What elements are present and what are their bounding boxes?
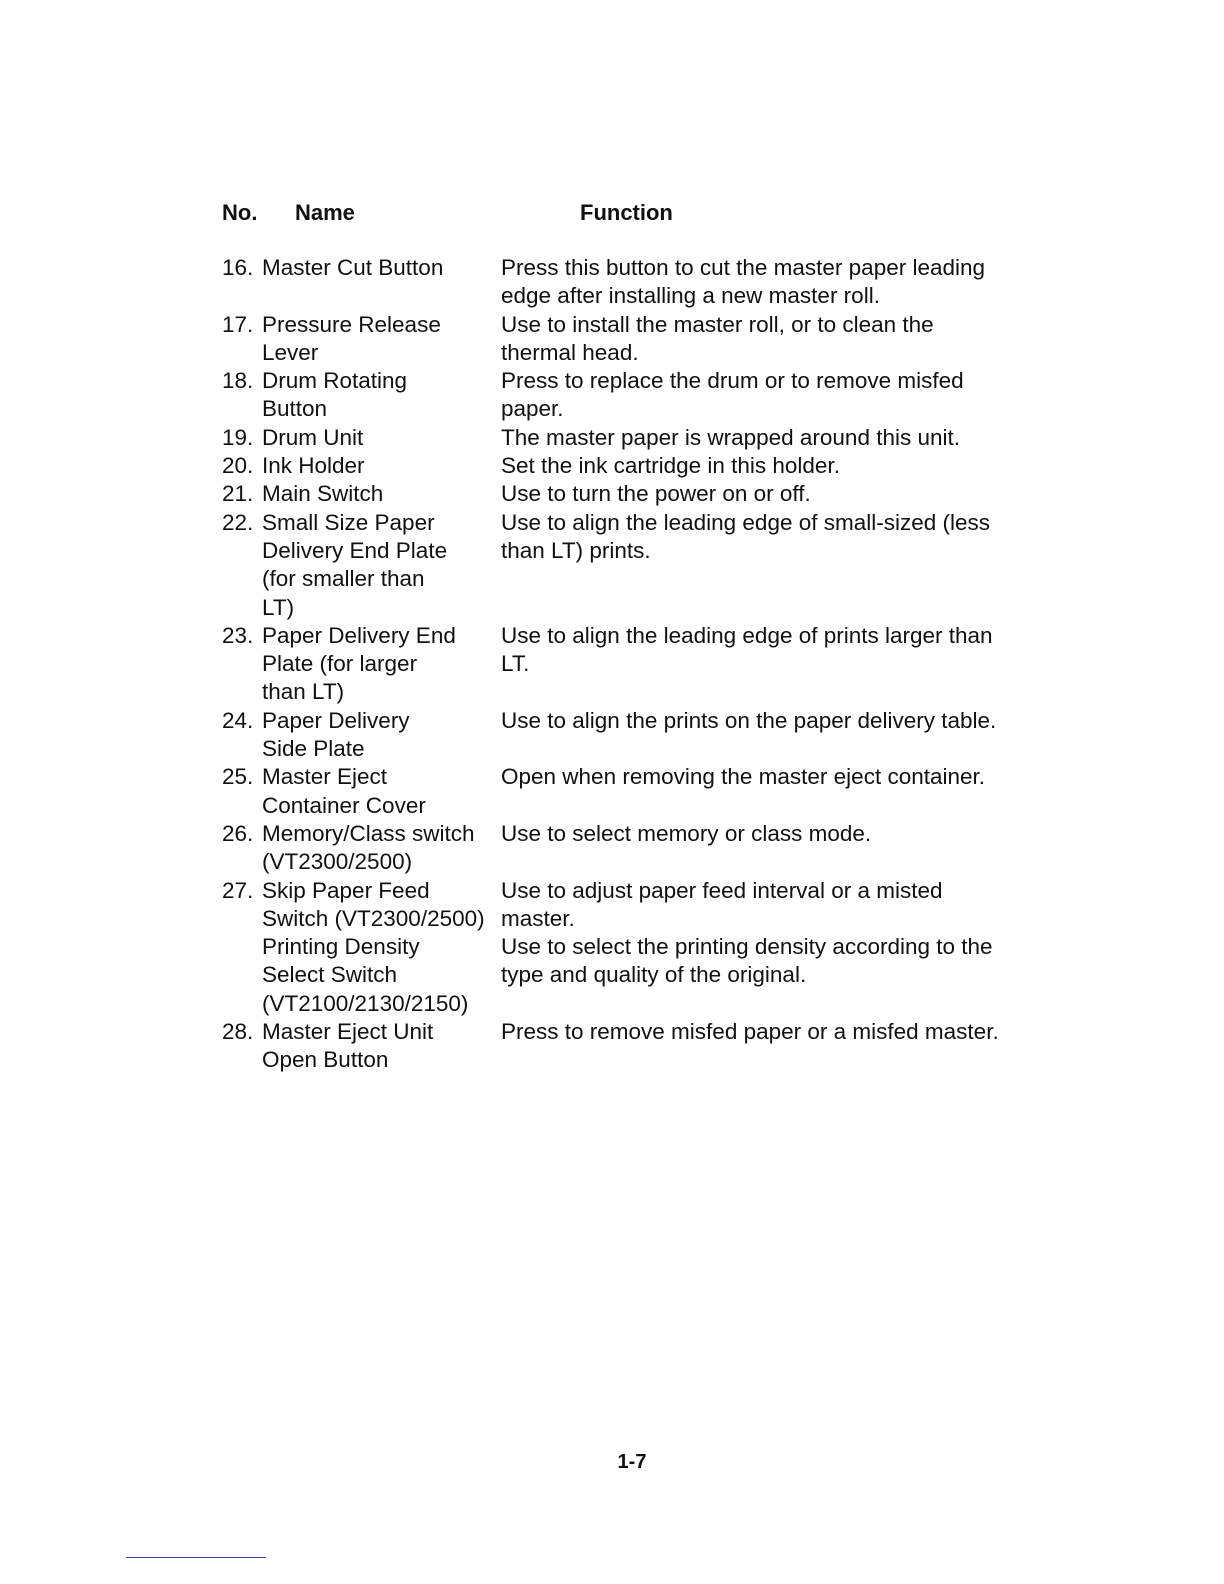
row-function: Use to turn the power on or off. <box>501 481 811 507</box>
row-name: Paper Delivery End Plate (for larger than LT) <box>262 622 456 705</box>
table-row <box>222 480 1042 508</box>
parts-table <box>222 254 1042 1075</box>
header-no: No. <box>222 200 258 225</box>
row-number: 27. <box>222 877 254 903</box>
table-row <box>222 424 1042 452</box>
table-row <box>222 763 1042 820</box>
row-function: Use to select the printing density according to the type and quality of the original. <box>501 934 993 988</box>
table-row <box>222 622 1042 707</box>
row-number: 16. <box>222 255 254 280</box>
row-function: Use to adjust paper feed interval or a misted master. <box>501 877 943 931</box>
row-number: 18. <box>222 368 254 394</box>
row-function: Press this button to cut the master paper leading edge after installing a new master roll. <box>501 255 986 309</box>
row-name: Ink Holder <box>262 453 365 479</box>
header-name: Name <box>295 200 355 225</box>
footer-rule <box>126 1557 266 1558</box>
row-number: 28. <box>222 1019 254 1045</box>
row-name: Paper Delivery Side Plate <box>262 707 410 762</box>
row-number: 17. <box>222 311 254 337</box>
header-function: Function <box>580 200 673 225</box>
row-function: Press to replace the drum or to remove misfed paper. <box>501 368 964 422</box>
table-row <box>222 254 1042 311</box>
row-function: Use to align the prints on the paper delivery table. <box>501 707 997 733</box>
table-header <box>222 200 1022 232</box>
table-row <box>222 820 1042 877</box>
row-name: Master Eject Unit Open Button <box>262 1019 434 1073</box>
row-name: Master Eject Container Cover <box>262 764 426 818</box>
table-row <box>222 707 1042 764</box>
row-function: Use to select memory or class mode. <box>501 820 872 846</box>
row-function: Use to align the leading edge of small-sized (less than LT) prints. <box>501 509 991 563</box>
row-number: 22. <box>222 509 254 535</box>
row-name: Master Cut Button <box>262 255 444 280</box>
row-name: Skip Paper Feed Switch (VT2300/2500) <box>262 877 485 931</box>
table-row <box>222 509 1042 622</box>
row-function: Use to align the leading edge of prints larger than LT. <box>501 622 993 677</box>
row-name: Main Switch <box>262 481 384 507</box>
row-number: 21. <box>222 481 254 507</box>
row-function: Use to install the master roll, or to clean the thermal head. <box>501 311 934 365</box>
row-number: 26. <box>222 820 254 846</box>
table-row <box>222 877 1042 934</box>
row-name: Drum Rotating Button <box>262 368 408 422</box>
row-number: 20. <box>222 453 254 479</box>
table-row <box>222 933 1042 1018</box>
row-name: Printing Density Select Switch (VT2100/2130/2150) <box>262 934 469 1016</box>
table-row <box>222 1018 1042 1075</box>
table-row <box>222 452 1042 480</box>
row-name: Memory/Class switch (VT2300/2500) <box>262 820 475 875</box>
row-function: Set the ink cartridge in this holder. <box>501 453 840 479</box>
row-name: Small Size Paper Delivery End Plate (for smaller than LT) <box>262 509 448 620</box>
row-function: The master paper is wrapped around this unit. <box>501 424 960 450</box>
row-function: Press to remove misfed paper or a misfed master. <box>501 1019 999 1045</box>
row-number: 23. <box>222 622 254 648</box>
table-row <box>222 367 1042 424</box>
row-name: Drum Unit <box>262 424 364 450</box>
table-row <box>222 311 1042 368</box>
row-function: Open when removing the master eject container. <box>501 764 986 790</box>
row-number: 25. <box>222 764 254 790</box>
row-number: 24. <box>222 707 254 733</box>
page-number: 1-7 <box>617 1451 647 1473</box>
row-name: Pressure Release Lever <box>262 311 441 365</box>
row-number: 19. <box>222 424 254 450</box>
